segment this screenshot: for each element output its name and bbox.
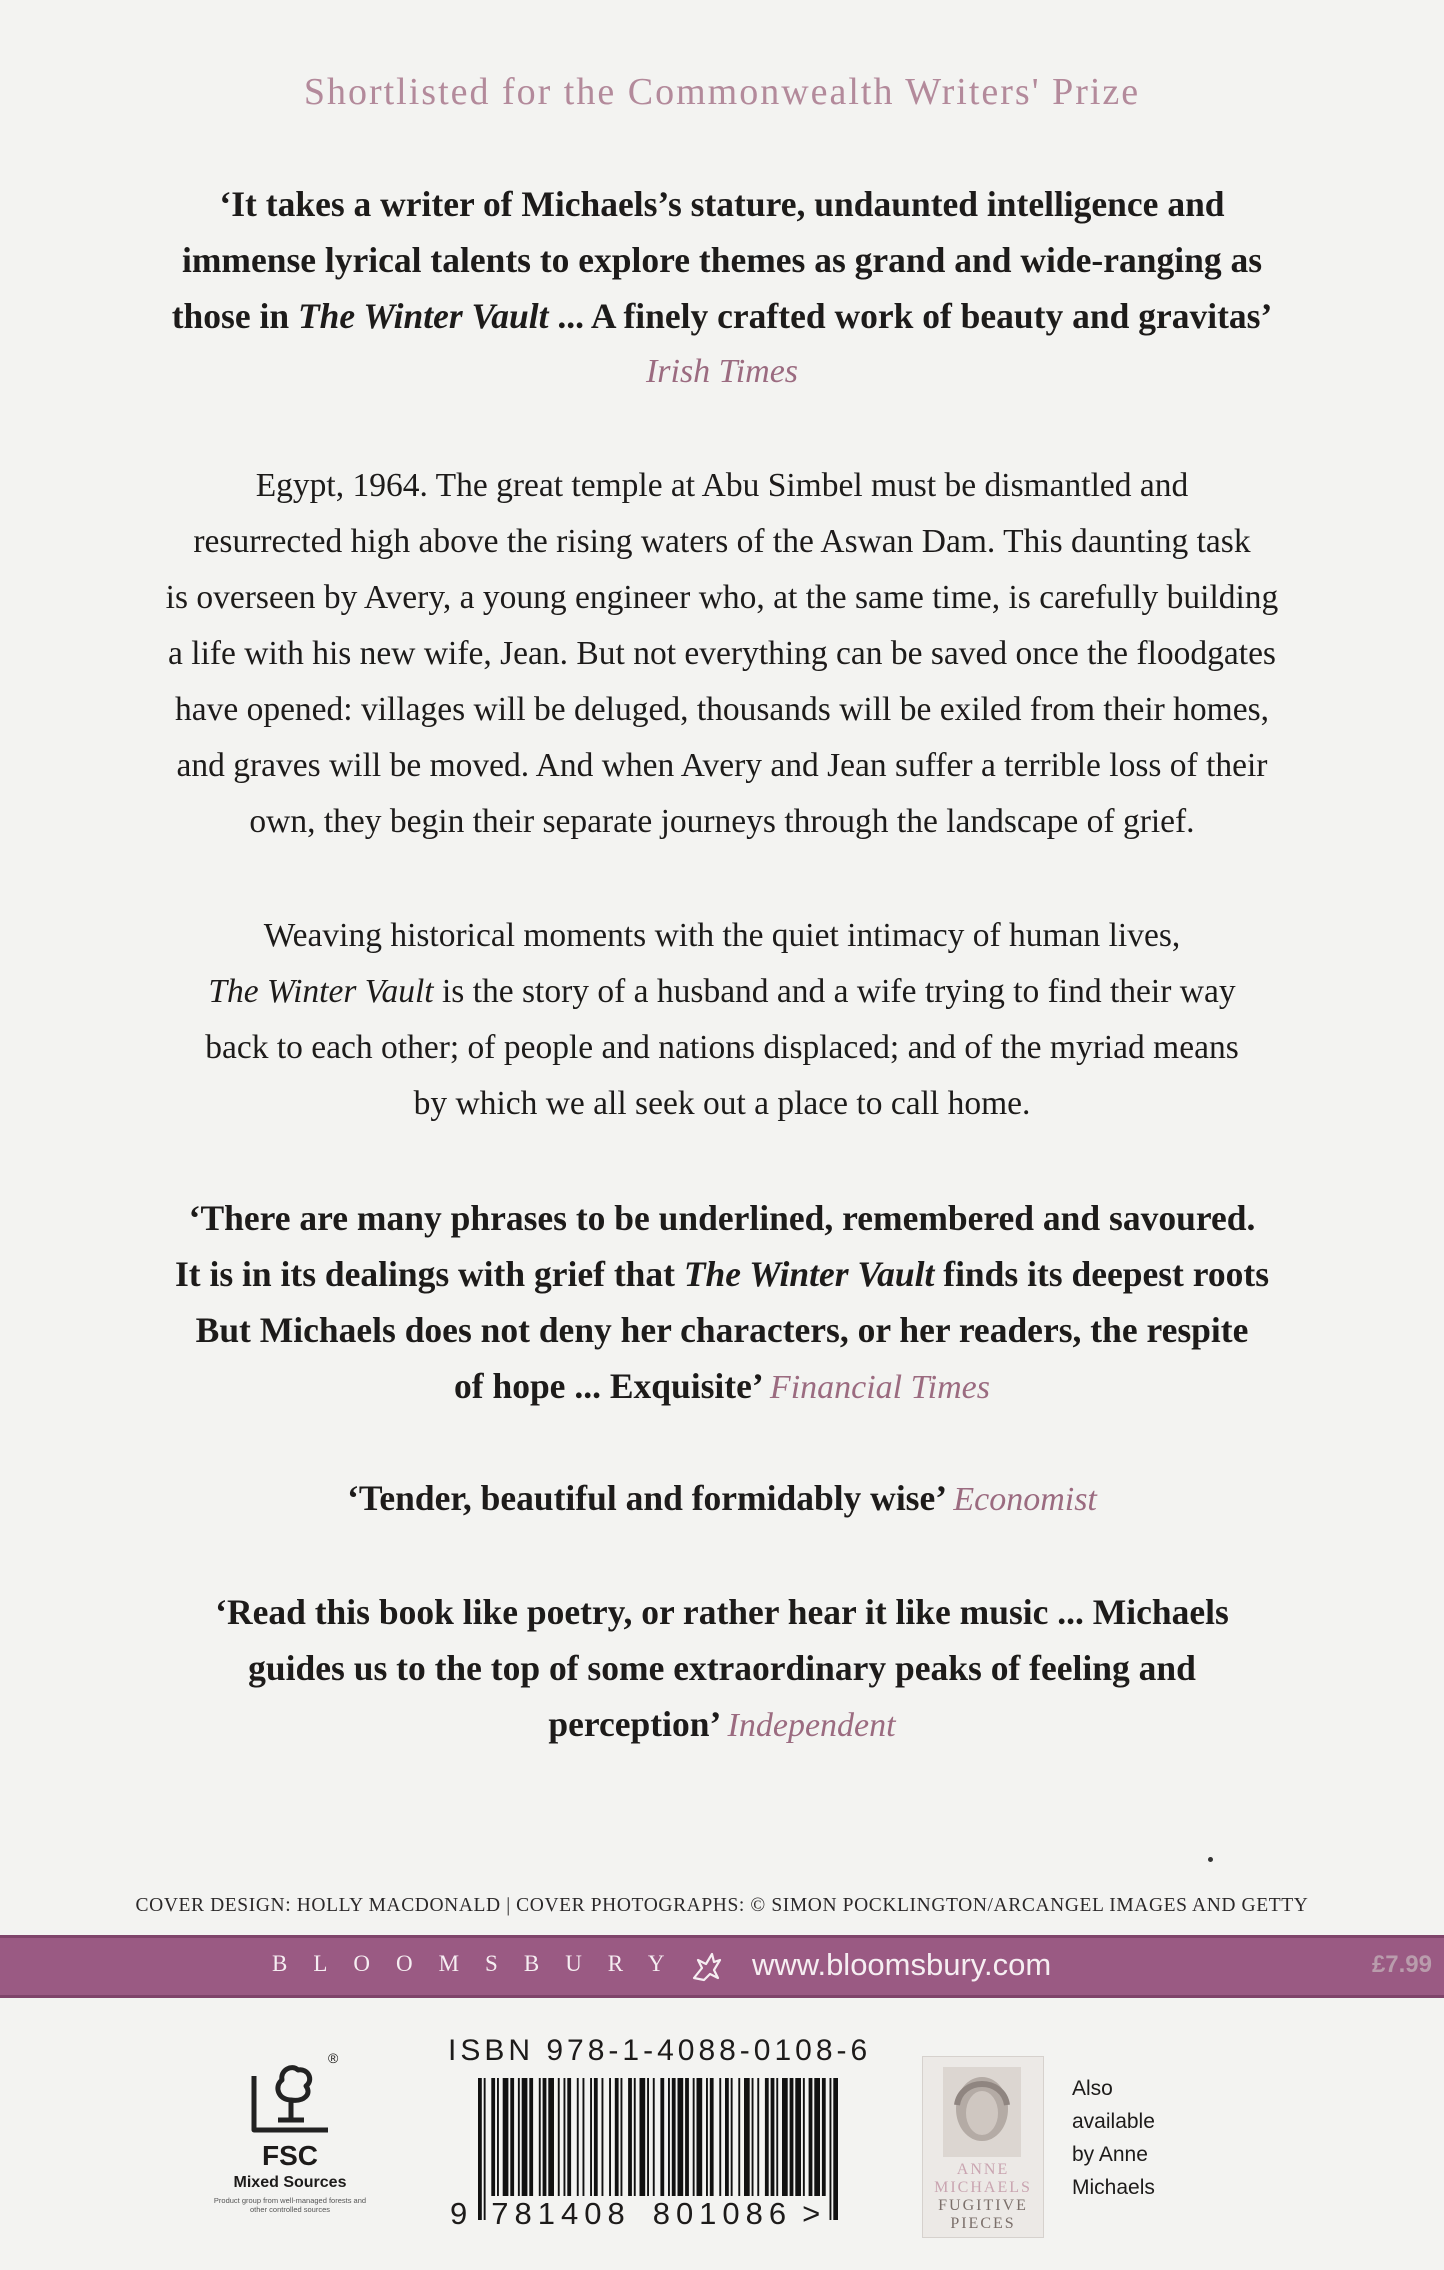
barcode-bar — [706, 2078, 708, 2196]
barcode-bar — [558, 2078, 560, 2196]
review-line: guides us to the top of some extraordinary peaks of feeling and — [248, 1648, 1196, 1688]
book-title: The Winter Vault — [297, 296, 549, 336]
barcode-bar — [609, 2078, 611, 2196]
review-line: perception’ Independent — [548, 1704, 896, 1744]
barcode-bar — [710, 2078, 714, 2196]
review-economist: ‘Tender, beautiful and formidably wise’ Economist — [347, 1478, 1097, 1518]
barcode-bar — [693, 2078, 695, 2196]
barcode-bar — [567, 2078, 571, 2196]
barcode-bar — [590, 2078, 592, 2196]
barcode-bar — [738, 2078, 740, 2196]
barcode-bar — [697, 2078, 703, 2196]
review-line: of hope ... Exquisite’ Financial Times — [454, 1366, 990, 1406]
barcode-bar — [621, 2078, 623, 2196]
also-available-text: Also available by Anne Michaels — [1072, 2077, 1155, 2199]
barcode-bar — [503, 2078, 509, 2196]
barcode-bar — [790, 2078, 794, 2196]
barcode-bar — [634, 2078, 636, 2196]
barcode-bar — [771, 2078, 775, 2196]
synopsis-paragraph-2 — [60, 908, 1384, 1132]
barcode-bar — [497, 2078, 499, 2196]
barcode-bar — [765, 2078, 769, 2196]
synopsis-line: a life with his new wife, Jean. But not everything can be saved once the floodgates — [168, 635, 1276, 672]
fsc-fine-print: Product group from well-managed forests and other controlled sources — [213, 2196, 367, 2214]
publisher-band — [0, 1935, 1444, 1998]
barcode-bar — [782, 2078, 788, 2196]
barcode-bar — [803, 2078, 805, 2196]
barcode-bar — [510, 2078, 514, 2196]
review-source: Financial Times — [769, 1369, 990, 1406]
barcode-bar — [672, 2078, 676, 2196]
review-line: ‘There are many phrases to be underlined, remembered and savoured. — [188, 1198, 1256, 1238]
barcode-bar — [583, 2078, 585, 2196]
fsc-logo: ® FSC Mixed Sources Product group from well-managed forests and other controlled sources — [200, 2050, 380, 2240]
barcode-bar — [776, 2078, 778, 2196]
review-line: It is in its dealings with grief that The Winter Vault finds its deepest roots — [174, 1254, 1270, 1294]
synopsis-line: resurrected high above the rising waters of the Aswan Dam. This daunting task — [193, 523, 1251, 560]
fsc-tree-icon — [248, 2056, 334, 2136]
barcode-bar — [564, 2078, 566, 2196]
barcode-bar — [628, 2078, 632, 2196]
barcode-bar — [757, 2078, 759, 2196]
barcode-bar — [647, 2078, 649, 2196]
author-portrait-icon — [943, 2067, 1021, 2157]
barcode-bar — [795, 2078, 801, 2196]
review-source: Independent — [727, 1707, 896, 1744]
barcode-bar — [685, 2078, 689, 2196]
barcode-bar — [719, 2078, 721, 2196]
fsc-label: Mixed Sources — [233, 2174, 347, 2191]
barcode-bar — [543, 2078, 547, 2196]
barcode-bar — [529, 2078, 533, 2196]
review-financial-times — [60, 1190, 1384, 1416]
bloomsbury-dog-logo-icon — [690, 1948, 724, 1984]
book-title: The Winter Vault — [208, 973, 434, 1010]
synopsis-line: Weaving historical moments with the quiet intimacy of human lives, — [263, 917, 1181, 954]
synopsis-line: back to each other; of people and nations displaced; and of the myriad means — [205, 1029, 1239, 1066]
fsc-code: FSC — [262, 2140, 318, 2171]
barcode-bar — [752, 2078, 754, 2196]
barcode-bar — [809, 2078, 813, 2196]
synopsis-line: and graves will be moved. And when Avery and Jean suffer a terrible loss of their — [176, 747, 1268, 784]
barcode-bar — [640, 2078, 646, 2196]
thumbnail-title: ANNE MICHAELS FUGITIVE PIECES — [934, 2161, 1032, 2232]
barcode-bar — [731, 2078, 733, 2196]
barcode-bar — [725, 2078, 729, 2196]
publisher-website-link[interactable]: www.bloomsbury.com — [752, 1947, 1052, 1982]
synopsis-line: own, they begin their separate journeys through the landscape of grief. — [249, 803, 1195, 840]
barcode-bar — [539, 2078, 541, 2196]
review-line: But Michaels does not deny her characters, or her readers, the respite — [195, 1310, 1249, 1350]
review-irish-times — [60, 176, 1384, 400]
synopsis-line: is overseen by Avery, a young engineer who, at the same time, is carefully building — [165, 579, 1279, 616]
barcode-bar — [491, 2078, 495, 2196]
barcode-bar — [678, 2078, 684, 2196]
review-line: those in The Winter Vault ... A finely crafted work of beauty and gravitas’ — [171, 296, 1273, 336]
review-line: immense lyrical talents to explore themes as grand and wide-ranging as — [181, 240, 1263, 280]
barcode-bar — [577, 2078, 579, 2196]
stray-dot — [1208, 1857, 1213, 1862]
barcode-bar — [522, 2078, 528, 2196]
synopsis-line: The Winter Vault is the story of a husband and a wife trying to find their way — [208, 973, 1236, 1010]
shortlist-heading: Shortlisted for the Commonwealth Writers' Prize — [303, 71, 1141, 113]
synopsis-line: by which we all seek out a place to call home. — [413, 1085, 1031, 1122]
isbn-label: ISBN 978-1-4088-0108-6 — [448, 2034, 872, 2067]
publisher-name: BLOOMSBURY — [272, 1951, 691, 1976]
barcode-bar — [602, 2078, 604, 2196]
synopsis-line: Egypt, 1964. The great temple at Abu Simbel must be dismantled and — [255, 467, 1189, 504]
review-line: ‘It takes a writer of Michaels’s stature, undaunted intelligence and — [219, 184, 1225, 224]
review-source: Irish Times — [645, 353, 799, 390]
review-independent — [60, 1584, 1384, 1754]
price-label: £7.99 — [1371, 1951, 1432, 1978]
review-line: ‘Read this book like poetry, or rather hear it like music ... Michaels — [215, 1592, 1229, 1632]
barcode-bar — [744, 2078, 750, 2196]
barcode-bar — [518, 2078, 520, 2196]
barcode-bar — [594, 2078, 598, 2196]
barcode-bar — [814, 2078, 820, 2196]
barcode-bar — [615, 2078, 619, 2196]
barcode-bar — [668, 2078, 670, 2196]
book-title: The Winter Vault — [683, 1254, 935, 1294]
synopsis-line: have opened: villages will be deluged, thousands will be exiled from their homes, — [174, 691, 1270, 728]
barcode-number: 9 781408 801086 > — [450, 2196, 827, 2231]
synopsis-paragraph-1 — [60, 458, 1384, 850]
barcode-bar — [548, 2078, 554, 2196]
review-source: Economist — [953, 1481, 1097, 1518]
cover-credits: COVER DESIGN: HOLLY MACDONALD | COVER PHOTOGRAPHS: © SIMON POCKLINGTON/ARCANGEL IMAGES AND GETTY — [135, 1895, 1309, 1916]
barcode-bar — [822, 2078, 826, 2196]
also-available-book-thumbnail — [922, 2056, 1044, 2238]
